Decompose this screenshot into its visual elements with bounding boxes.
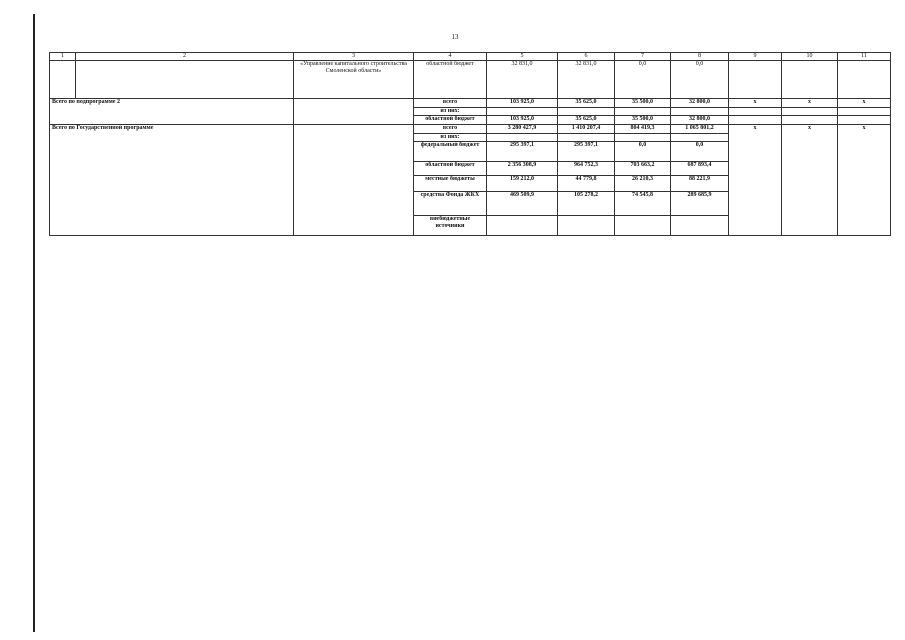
table-cell: [671, 215, 729, 235]
value-cell: 74 545,8: [615, 191, 671, 215]
x-mark: х: [782, 124, 838, 235]
table-cell: [487, 215, 558, 235]
value-cell: 1 410 207,4: [558, 124, 615, 133]
source-cell: из них:: [414, 133, 487, 141]
table-row: [50, 124, 891, 133]
col-header: 10: [782, 53, 838, 61]
value-cell: 964 752,3: [558, 161, 615, 175]
value-cell: 2 356 308,9: [487, 161, 558, 175]
table-cell: [615, 133, 671, 141]
value-cell: 687 893,4: [671, 161, 729, 175]
subprogram-label: Всего по подпрограмме 2: [50, 99, 294, 124]
col-header: 7: [615, 53, 671, 61]
col-header: 1: [50, 53, 76, 61]
value-cell: 32 831,0: [487, 61, 558, 99]
col-header: 11: [838, 53, 891, 61]
executor-cell: «Управление капитального строительства Смоленской области»: [294, 61, 414, 99]
x-mark: х: [729, 99, 782, 108]
table-cell: [729, 61, 782, 99]
value-cell: 35 500,0: [615, 99, 671, 108]
source-cell: местные бюджеты: [414, 175, 487, 191]
source-cell: областной бюджет: [414, 61, 487, 99]
value-cell: 35 500,0: [615, 116, 671, 124]
source-cell: всего: [414, 124, 487, 133]
table-cell: [558, 133, 615, 141]
value-cell: 26 210,3: [615, 175, 671, 191]
value-cell: 0,0: [615, 61, 671, 99]
value-cell: 0,0: [671, 141, 729, 161]
table-cell: [782, 116, 838, 124]
table-cell: [729, 116, 782, 124]
source-cell: внебюджетные источники: [414, 215, 487, 235]
source-cell: средства Фонда ЖКХ: [414, 191, 487, 215]
x-mark: х: [838, 124, 891, 235]
value-cell: 295 397,1: [558, 141, 615, 161]
source-cell: областной бюджет: [414, 161, 487, 175]
table-row: [50, 61, 891, 99]
value-cell: 35 625,0: [558, 99, 615, 108]
source-cell: областной бюджет: [414, 116, 487, 124]
table-cell: [294, 99, 414, 124]
value-cell: 32 800,0: [671, 116, 729, 124]
table-cell: [615, 215, 671, 235]
program-label: Всего по Государственной программе: [50, 124, 294, 235]
value-cell: 88 221,9: [671, 175, 729, 191]
value-cell: 105 278,2: [558, 191, 615, 215]
x-mark: х: [729, 124, 782, 235]
col-header: 4: [414, 53, 487, 61]
budget-table: [49, 52, 891, 236]
page-number: 13: [451, 33, 459, 41]
value-cell: 0,0: [615, 141, 671, 161]
col-header: 6: [558, 53, 615, 61]
table-cell: [782, 108, 838, 116]
value-cell: 3 280 427,9: [487, 124, 558, 133]
table-cell: [838, 108, 891, 116]
source-cell: из них:: [414, 108, 487, 116]
table-cell: [558, 108, 615, 116]
table-cell: [838, 116, 891, 124]
source-cell: федеральный бюджет: [414, 141, 487, 161]
col-header: 5: [487, 53, 558, 61]
col-header: 2: [76, 53, 294, 61]
x-mark: х: [782, 99, 838, 108]
value-cell: 32 800,0: [671, 99, 729, 108]
table-cell: [838, 61, 891, 99]
col-header: 8: [671, 53, 729, 61]
col-header: 9: [729, 53, 782, 61]
x-mark: х: [838, 99, 891, 108]
table-cell: [50, 61, 76, 99]
value-cell: 295 397,1: [487, 141, 558, 161]
value-cell: 703 663,2: [615, 161, 671, 175]
value-cell: 103 925,0: [487, 99, 558, 108]
value-cell: 159 212,0: [487, 175, 558, 191]
value-cell: 804 419,3: [615, 124, 671, 133]
table-cell: [671, 133, 729, 141]
table-cell: [76, 61, 294, 99]
binding-edge: [33, 14, 35, 632]
table-cell: [558, 215, 615, 235]
value-cell: 289 685,9: [671, 191, 729, 215]
table-cell: [487, 108, 558, 116]
table-cell: [615, 108, 671, 116]
col-header: 3: [294, 53, 414, 61]
value-cell: 103 925,0: [487, 116, 558, 124]
table-cell: [729, 108, 782, 116]
value-cell: 0,0: [671, 61, 729, 99]
table-cell: [782, 61, 838, 99]
header-row: [50, 53, 891, 61]
table-cell: [294, 124, 414, 235]
table-cell: [487, 133, 558, 141]
value-cell: 35 625,0: [558, 116, 615, 124]
table-row: [50, 99, 891, 108]
value-cell: 1 065 801,2: [671, 124, 729, 133]
table-cell: [671, 108, 729, 116]
value-cell: 469 509,9: [487, 191, 558, 215]
source-cell: всего: [414, 99, 487, 108]
value-cell: 32 831,0: [558, 61, 615, 99]
value-cell: 44 779,8: [558, 175, 615, 191]
